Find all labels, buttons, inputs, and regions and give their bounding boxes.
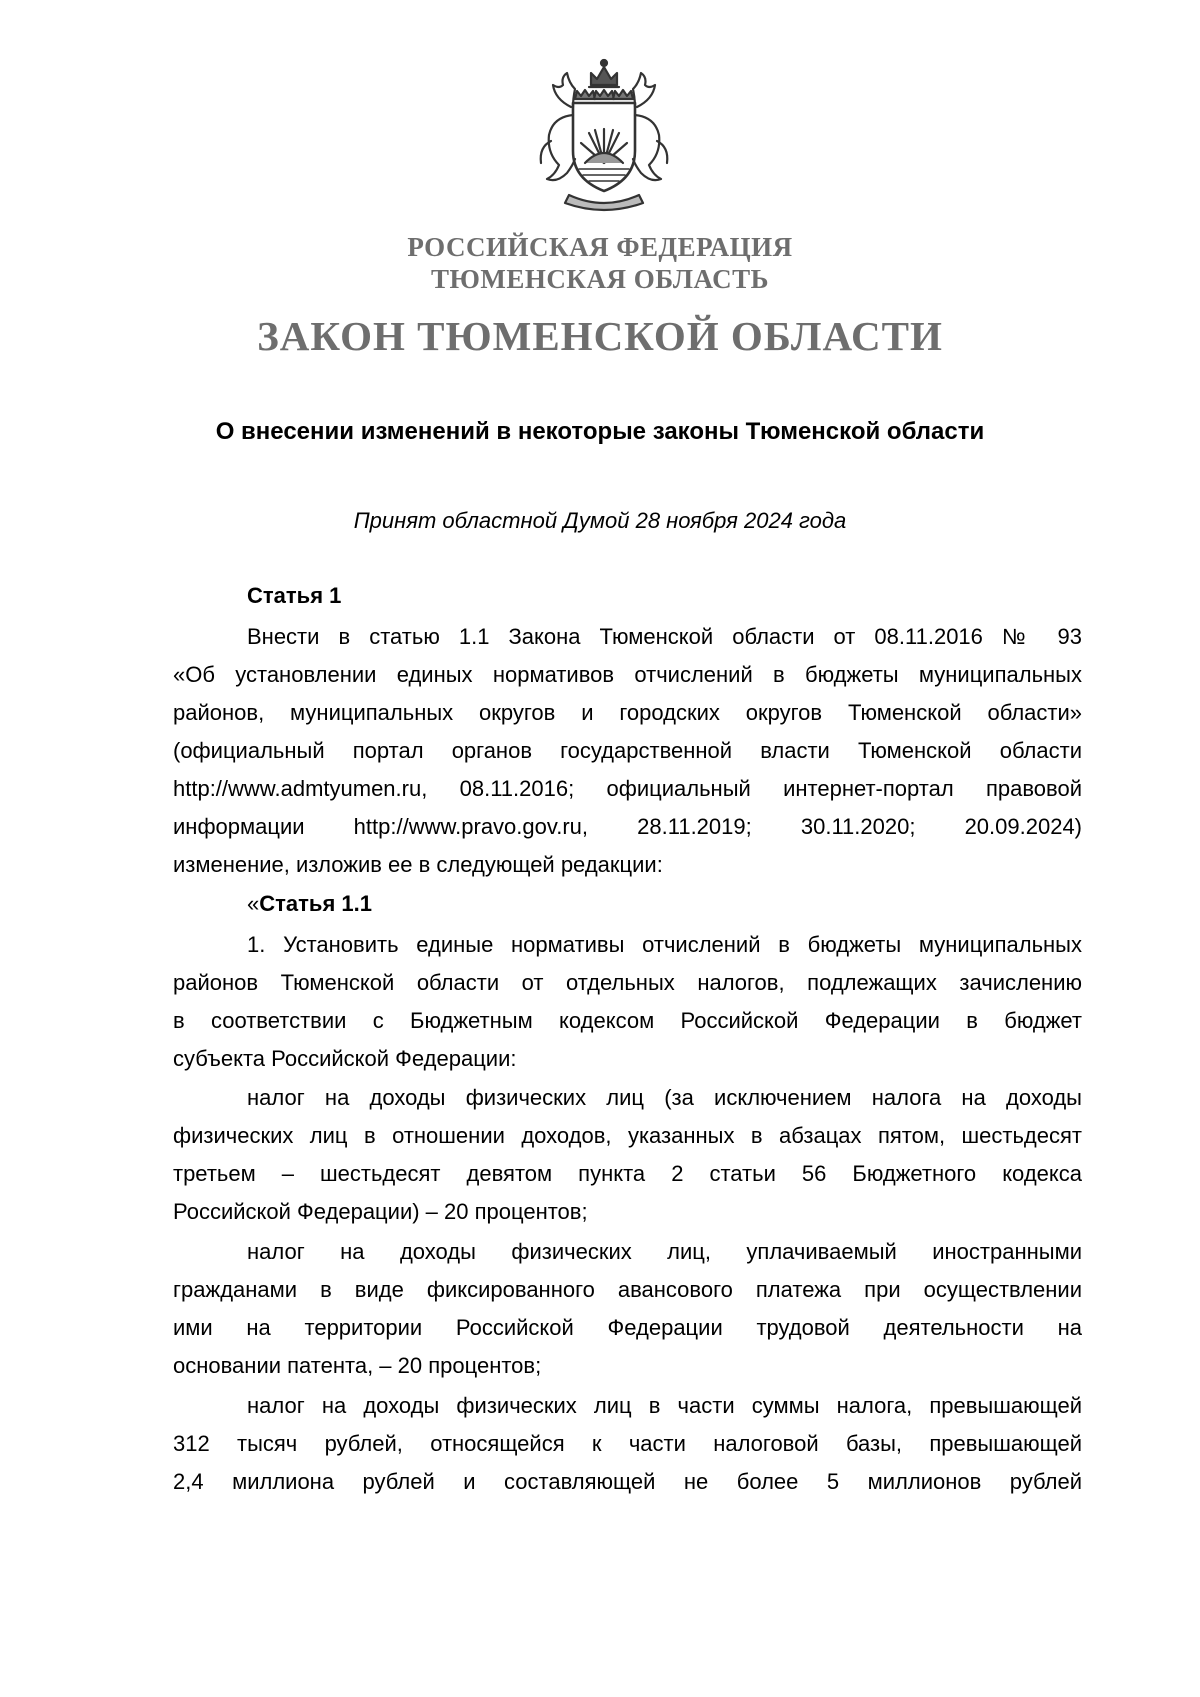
- adoption-note: Принят областной Думой 28 ноября 2024 года: [353, 508, 847, 533]
- paragraph-line: налог на доходы физических лиц, уплачиваемый иностранными: [247, 1239, 1082, 1264]
- header-region: ТЮМЕНСКАЯ ОБЛАСТЬ: [430, 264, 770, 294]
- paragraph-line: в соответствии с Бюджетным кодексом Российской Федерации в бюджет: [173, 1008, 1082, 1033]
- law-title: О внесении изменений в некоторые законы Тюменской области: [215, 418, 985, 445]
- article-1-heading: Статья 1: [247, 583, 342, 608]
- paragraph-line: 312 тысяч рублей, относящейся к части налоговой базы, превышающей: [173, 1431, 1082, 1456]
- paragraph-line: информации http://www.pravo.gov.ru, 28.11.2019; 30.11.2020; 20.09.2024): [173, 814, 1082, 839]
- paragraph-line: «Об установлении единых нормативов отчислений в бюджеты муниципальных: [173, 662, 1082, 687]
- paragraph-line: http://www.admtyumen.ru, 08.11.2016; официальный интернет-портал правовой: [173, 776, 1082, 801]
- paragraph-line: 2,4 миллиона рублей и составляющей не более 5 миллионов рублей: [173, 1469, 1082, 1494]
- header-country: РОССИЙСКАЯ ФЕДЕРАЦИЯ: [407, 232, 793, 262]
- paragraph-line: субъекта Российской Федерации:: [173, 1046, 517, 1071]
- paragraph-line: (официальный портал органов государственной власти Тюменской области: [173, 738, 1082, 763]
- paragraph-line: районов Тюменской области от отдельных налогов, подлежащих зачислению: [173, 970, 1082, 995]
- paragraph-line: 1. Установить единые нормативы отчислений в бюджеты муниципальных: [247, 932, 1082, 957]
- paragraph-line: физических лиц в отношении доходов, указанных в абзацах пятом, шестьдесят: [173, 1123, 1082, 1148]
- paragraph-line: гражданами в виде фиксированного авансового платежа при осуществлении: [173, 1277, 1082, 1302]
- paragraph-line: третьем – шестьдесят девятом пункта 2 статьи 56 Бюджетного кодекса: [173, 1161, 1082, 1186]
- paragraph-line: Российской Федерации) – 20 процентов;: [173, 1199, 588, 1224]
- paragraph-line: районов, муниципальных округов и городских округов Тюменской области»: [173, 700, 1082, 725]
- quote-mark: «: [247, 891, 260, 916]
- paragraph-line: основании патента, – 20 процентов;: [173, 1353, 542, 1378]
- paragraph-line: налог на доходы физических лиц в части суммы налога, превышающей: [247, 1393, 1082, 1418]
- coat-of-arms-icon: [533, 55, 675, 215]
- paragraph-line: изменение, изложив ее в следующей редакции:: [173, 852, 663, 877]
- header-law-type: ЗАКОН ТЮМЕНСКОЙ ОБЛАСТИ: [257, 313, 943, 359]
- article-1-1-title: Статья 1.1: [259, 891, 372, 916]
- paragraph-line: ими на территории Российской Федерации трудовой деятельности на: [173, 1315, 1082, 1340]
- paragraph-line: налог на доходы физических лиц (за исключением налога на доходы: [247, 1085, 1082, 1110]
- paragraph-line: Внести в статью 1.1 Закона Тюменской области от 08.11.2016 № 93: [247, 624, 1082, 649]
- article-1-1-heading: [247, 893, 372, 915]
